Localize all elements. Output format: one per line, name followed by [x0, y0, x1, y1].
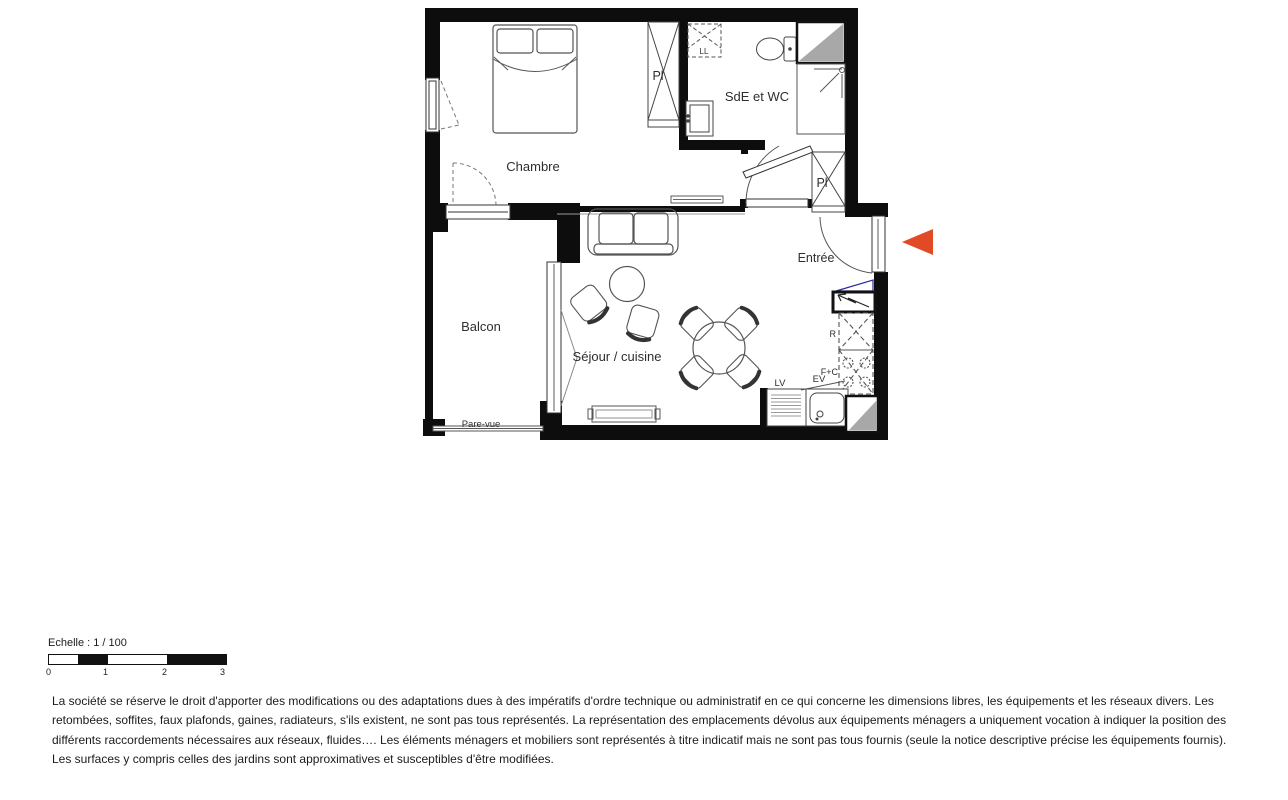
scale-label: Echelle : 1 / 100 [48, 637, 127, 649]
bed [493, 25, 577, 133]
scale-tick: 2 [162, 667, 168, 677]
label-lave-linge: LL [699, 47, 709, 56]
scale-segment [167, 655, 226, 664]
label-refrigerateur: R [829, 329, 836, 339]
scale-tick: 3 [220, 667, 226, 677]
disclaimer-text [52, 692, 1248, 769]
bathroom-sink [686, 101, 713, 136]
label-four-cuisson: F+C [820, 367, 838, 377]
dining-table [693, 322, 745, 374]
label-placard-haut: Pl [652, 69, 664, 83]
balcony-french-window [446, 205, 510, 219]
chambre-balcony-door-swing [453, 163, 496, 205]
label-placard-entree: Pl [816, 176, 828, 190]
entrance-arrow-icon [902, 229, 933, 255]
duct-bottom-right [846, 396, 878, 432]
scale-segment [49, 655, 78, 664]
label-sejour-cuisine: Séjour / cuisine [572, 349, 662, 364]
armchair-2 [624, 304, 660, 343]
coffee-table [610, 267, 645, 302]
scale-bar [48, 654, 227, 665]
scale-segment [78, 655, 108, 664]
chambre-door-leaf [671, 196, 723, 203]
sejour-radiator [588, 406, 660, 422]
armchair-1 [568, 283, 611, 327]
disclaimer-paragraph-2: Les surfaces y compris celles des jardins sont approximatives et susceptibles d'être modifiées. [52, 751, 554, 766]
label-evier: EV [812, 374, 826, 385]
chambre-window-swing [441, 81, 459, 129]
bay-window [547, 262, 577, 413]
refrigerator [839, 313, 873, 350]
scale-tick: 0 [46, 667, 52, 677]
label-lave-vaisselle: LV [774, 378, 786, 389]
scale-tick: 1 [103, 667, 109, 677]
scale-ticks [48, 667, 248, 681]
duct-top-right [797, 22, 845, 63]
disclaimer-paragraph-1: La société se réserve le droit d'apporter des modifications ou des adaptations dues à des impératifs d'ordre technique ou administratif en ce qui concerne les dimensions libres, les équipements et les réseaux divers. Les retombées, soffites, faux plafonds, gaines, radiateurs, s'ils existent, ne sont pas tous représentés. La représentation des emplacements dévolus aux équipements ménagers a uniquement vocation à indiquer la position des différents raccordements nécessaires aux réseaux, fluides…. Les éléments ménagers et mobiliers sont représentés à titre indicatif mais ne sont pas tous fournis (seule la notice descriptive précise les équipements fournis). [52, 694, 1227, 747]
label-sde-wc: SdE et WC [724, 89, 790, 104]
scale-section [48, 637, 248, 681]
label-chambre: Chambre [506, 159, 560, 174]
electric-radiator [833, 280, 875, 312]
sofa [588, 209, 678, 255]
dishwasher [767, 389, 806, 426]
hob-oven [839, 350, 873, 394]
label-balcon: Balcon [461, 319, 501, 334]
chambre-window-left [426, 78, 439, 132]
kitchen-sink [801, 381, 848, 426]
angled-partition [743, 146, 813, 178]
shower [797, 64, 845, 134]
toilet [757, 37, 797, 61]
scale-segment [108, 655, 167, 664]
label-pare-vue: Pare-vue [461, 419, 501, 430]
label-entree: Entrée [797, 251, 835, 265]
